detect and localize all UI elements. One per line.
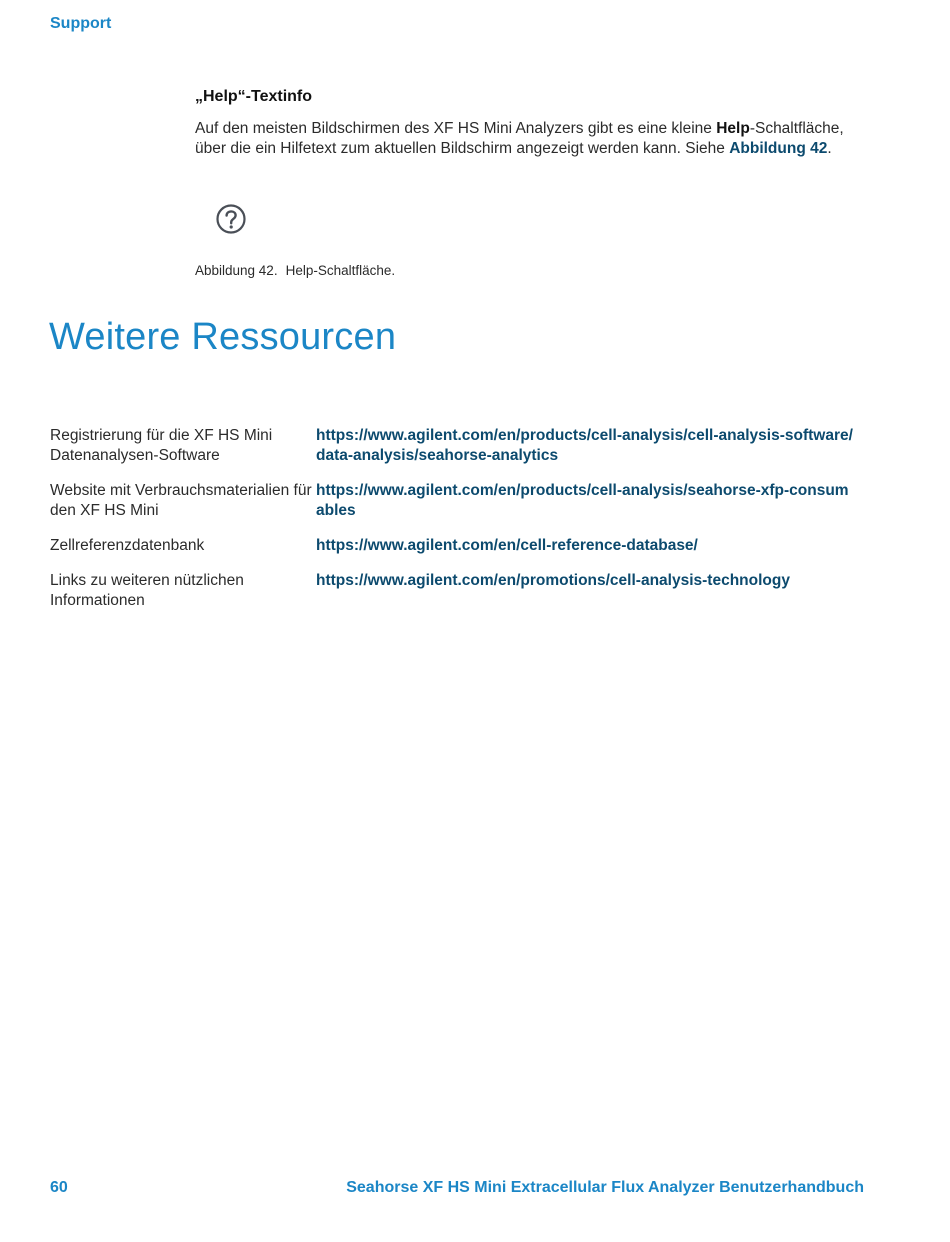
resource-label: Registrierung für die XF HS Mini Datenanalysen-Software [50,427,273,464]
resource-label: Zellreferenzdatenbank [50,537,205,554]
resource-label: Website mit Verbrauchsmaterialien für den XF HS Mini [50,482,312,519]
figure-cross-reference-link[interactable]: Abbildung 42 [729,140,828,157]
resource-label: Links zu weiteren nützlichen Informationen [50,572,244,609]
help-info-title: „Help“-Textinfo [195,88,313,105]
help-info-text-before: Auf den meisten Bildschirmen des XF HS Mini Analyzers gibt es eine kleine [195,120,717,137]
help-info-text-after: . [827,140,832,157]
figure-caption-text: Help-Schaltfläche. [285,263,396,278]
resources-section-title: Weitere Ressourcen [49,316,397,358]
resource-link[interactable]: https://www.agilent.com/en/products/cell-analysis/cell-analysis-software/data-analysis/seahorse-analytics [316,427,853,464]
header-section-label: Support [50,15,112,32]
table-row [50,571,870,611]
help-info-text-middle: -Schaltfläche, über die ein Hilfetext zum aktuellen Bildschirm angezeigt werden kann. Siehe [195,120,844,157]
footer-page-number: 60 [50,1179,68,1196]
figure-number: Abbildung 42. [195,263,278,278]
resource-link[interactable]: https://www.agilent.com/en/promotions/cell-analysis-technology [316,572,790,589]
resource-link[interactable]: https://www.agilent.com/en/products/cell-analysis/seahorse-xfp-consumables [316,482,849,519]
figure-caption [195,263,395,278]
question-circle-icon [215,203,247,235]
table-row [50,426,870,466]
help-info-paragraph [195,119,875,159]
footer-document-title: Seahorse XF HS Mini Extracellular Flux Analyzer Benutzerhandbuch [346,1179,864,1196]
help-word: Help [716,120,750,137]
table-row [50,536,870,556]
table-row [50,481,870,521]
resource-link[interactable]: https://www.agilent.com/en/cell-reference-database/ [316,537,698,554]
resources-table [50,426,870,626]
